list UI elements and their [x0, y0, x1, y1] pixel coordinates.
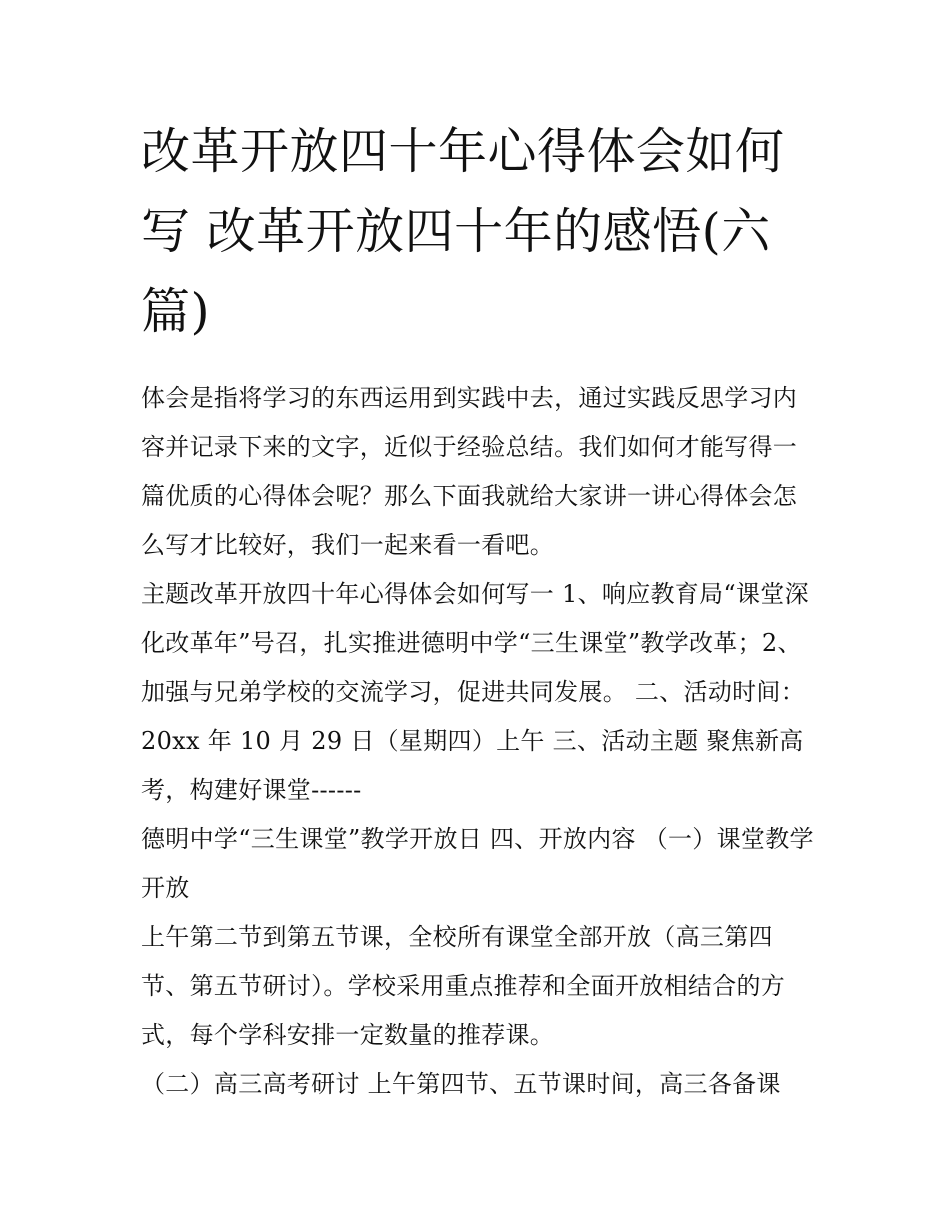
paragraph-open-day: 德明中学“三生课堂”教学开放日 四、开放内容 （一）课堂教学开放 [141, 825, 814, 902]
paragraph-senior-research: （二）高三高考研讨 上午第四节、五节课时间，高三各备课 [141, 1070, 781, 1098]
paragraph-classroom-open: 上午第二节到第五节课，全校所有课堂全部开放（高三第四节、第五节研讨）。学校采用重点推荐和全面开放相结合的方式，每个学科安排一定数量的推荐课。 [141, 923, 786, 1049]
paragraph-intro: 体会是指将学习的东西运用到实践中去，通过实践反思学习内容并记录下来的文字，近似于经验总结。我们如何才能写得一篇优质的心得体会呢？那么下面我就给大家讲一讲心得体会怎么写才比较好，我们一起来看一看吧。 [141, 384, 798, 559]
document-page [141, 112, 821, 1109]
paragraph-theme: 主题改革开放四十年心得体会如何写一 1、响应教育局“课堂深化改革年”号召，扎实推进德明中学“三生课堂”教学改革；2、加强与兄弟学校的交流学习，促进共同发展。 二、活动时间：20xx 年 10 月 29 日（星期四）上午 三、活动主题 聚焦新高考，构建好课堂------ [141, 580, 809, 804]
document-title: 改革开放四十年心得体会如何写 改革开放四十年的感悟(六篇) [141, 123, 785, 340]
